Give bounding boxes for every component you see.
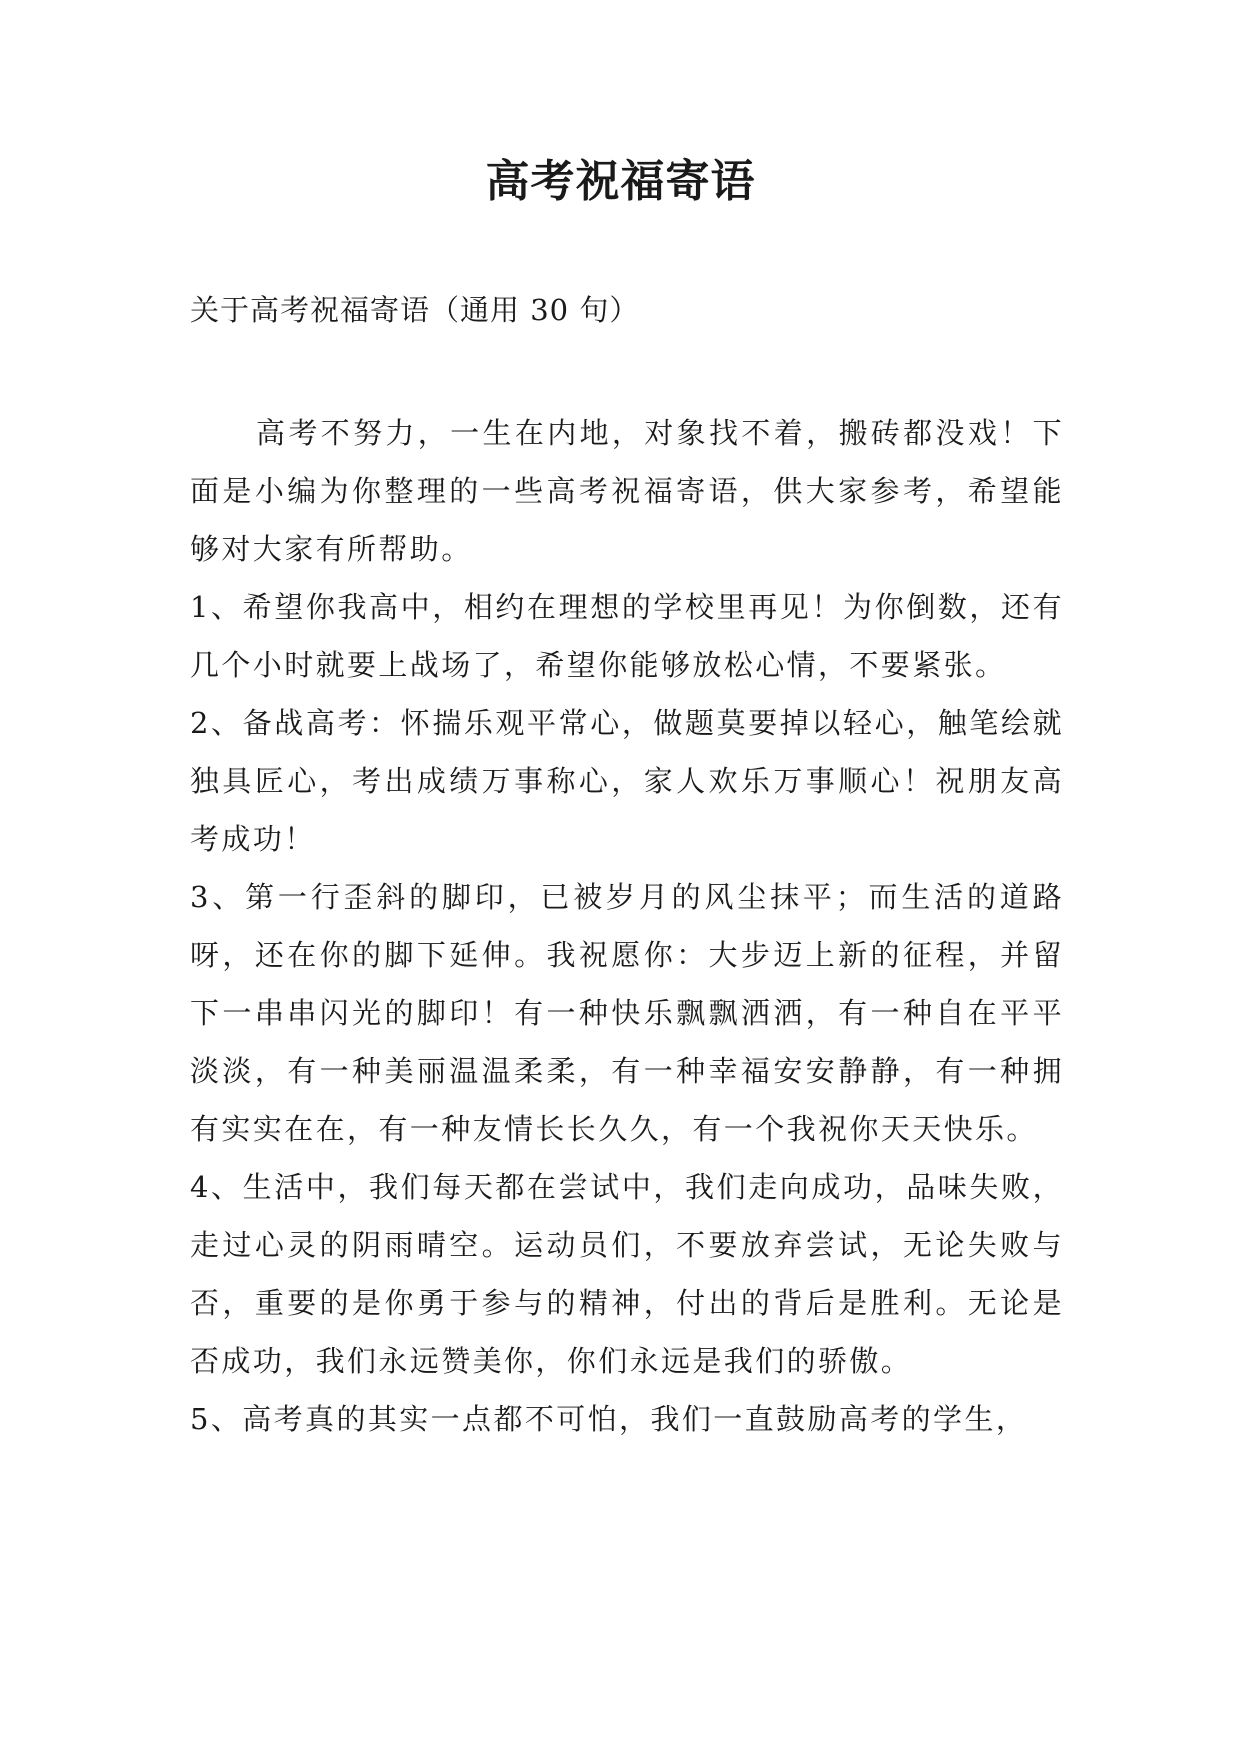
list-item: 2、备战高考：怀揣乐观平常心，做题莫要掉以轻心，触笔绘就独具匠心，考出成绩万事称心，家人欢乐万事顺心！祝朋友高考成功！ [190, 706, 1064, 856]
document-body [190, 404, 1064, 1448]
list-item: 4、生活中，我们每天都在尝试中，我们走向成功，品味失败，走过心灵的阴雨晴空。运动员们，不要放弃尝试，无论失败与否，重要的是你勇于参与的精神，付出的背后是胜利。无论是否成功，我们永远赞美你，你们永远是我们的骄傲。 [190, 1170, 1064, 1378]
document-title: 高考祝福寄语 [485, 156, 756, 207]
document-subtitle: 关于高考祝福寄语（通用 30 句） [190, 293, 640, 327]
list-item: 3、第一行歪斜的脚印，已被岁月的风尘抹平；而生活的道路呀，还在你的脚下延伸。我祝愿你：大步迈上新的征程，并留下一串串闪光的脚印！有一种快乐飘飘洒洒，有一种自在平平淡淡，有一种美丽温温柔柔，有一种幸福安安静静，有一种拥有实实在在，有一种友情长长久久，有一个我祝你天天快乐。 [190, 880, 1064, 1146]
list-item: 1、希望你我高中，相约在理想的学校里再见！为你倒数，还有几个小时就要上战场了，希望你能够放松心情，不要紧张。 [190, 590, 1064, 682]
list-item: 5、高考真的其实一点都不可怕，我们一直鼓励高考的学生， [190, 1402, 1028, 1436]
intro-paragraph: 高考不努力，一生在内地，对象找不着，搬砖都没戏！下面是小编为你整理的一些高考祝福寄语，供大家参考，希望能够对大家有所帮助。 [190, 416, 1064, 566]
